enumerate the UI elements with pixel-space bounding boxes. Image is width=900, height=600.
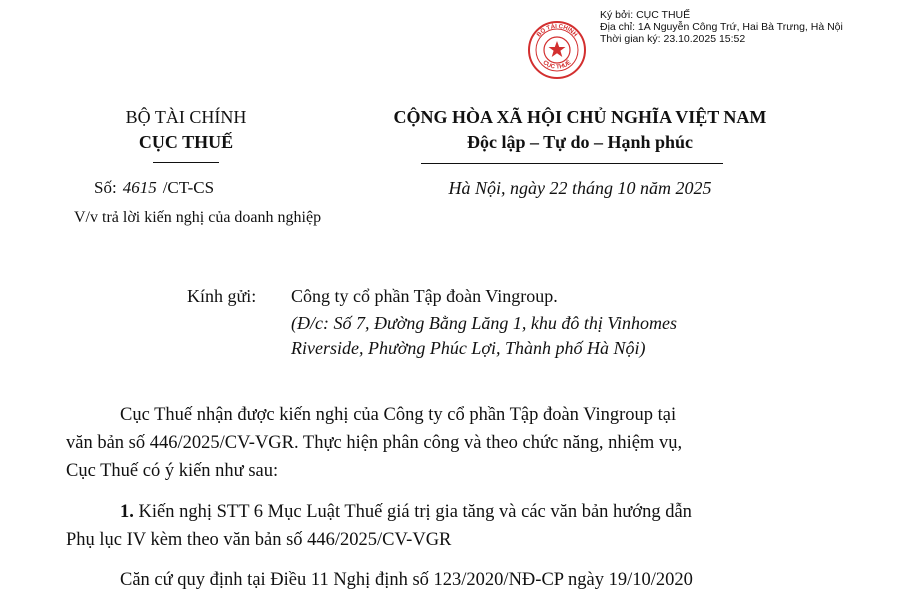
body-paragraph1-line2: văn bản số 446/2025/CV-VGR. Thực hiện phân công và theo chức năng, nhiệm vụ,	[66, 433, 683, 453]
section-heading-text: Kiến nghị STT 6 Mục Luật Thuế giá trị gia tăng và các văn bản hướng dẫn	[138, 502, 692, 522]
digital-signature-info	[600, 9, 843, 45]
svg-text:CỤC THUẾ	[542, 59, 573, 71]
document-subject: V/v trả lời kiến nghị của doanh nghiệp	[74, 209, 322, 226]
recipient-name: Công ty cổ phần Tập đoàn Vingroup.	[291, 286, 558, 306]
place-and-date	[330, 178, 830, 199]
date-day: 22	[549, 178, 568, 198]
department-name: CỤC THUẾ	[138, 132, 234, 152]
section-number: 1.	[120, 502, 134, 522]
recipient-label: Kính gửi:	[187, 286, 257, 306]
seal-icon	[527, 20, 587, 80]
number-suffix: /CT-CS	[162, 178, 215, 197]
date-month: 10	[617, 178, 636, 198]
seal-top-text: BỘ TÀI CHÍNH	[536, 23, 578, 39]
national-title: CỘNG HÒA XÃ HỘI CHỦ NGHĨA VIỆT NAM	[393, 107, 767, 127]
body-paragraph3-line1: Căn cứ quy định tại Điều 11 Nghị định số 123/2020/NĐ-CP ngày 19/10/2020	[120, 570, 693, 590]
motto-underline	[421, 163, 723, 164]
month-label: tháng	[571, 178, 613, 198]
national-motto: Độc lập – Tự do – Hạnh phúc	[466, 132, 694, 152]
body-paragraph1-line1: Cục Thuế nhận được kiến nghị của Công ty cổ phần Tập đoàn Vingroup tại	[120, 405, 677, 425]
body-paragraph1-line3: Cục Thuế có ý kiến như sau:	[66, 461, 279, 481]
signing-time: Thời gian ký: 23.10.2025 15:52	[600, 33, 746, 45]
body-section1-heading-line1	[120, 499, 890, 525]
number-prefix: Số:	[94, 178, 117, 197]
date-prefix: Hà Nội, ngày	[448, 178, 545, 198]
year-label: năm 2025	[640, 178, 712, 198]
signer-address: Địa chỉ: 1A Nguyễn Công Trứ, Hai Bà Trưng, Hà Nội	[600, 21, 843, 33]
body-section1-heading-line2: Phụ lục IV kèm theo văn bản số 446/2025/CV-VGR	[66, 530, 452, 550]
signed-by: Ký bởi: CỤC THUẾ	[600, 9, 691, 21]
recipient-address-line1: (Đ/c: Số 7, Đường Bằng Lăng 1, khu đô thị Vinhomes	[291, 313, 678, 333]
seal-bottom-text: CỤC THUẾ	[541, 59, 573, 71]
recipient-address-line2: Riverside, Phường Phúc Lợi, Thành phố Hà Nội)	[291, 338, 646, 358]
ministry-name: BỘ TÀI CHÍNH	[125, 107, 247, 127]
number-handwritten: 4615	[122, 178, 157, 197]
left-header-underline	[153, 162, 219, 163]
document-number	[94, 178, 214, 198]
